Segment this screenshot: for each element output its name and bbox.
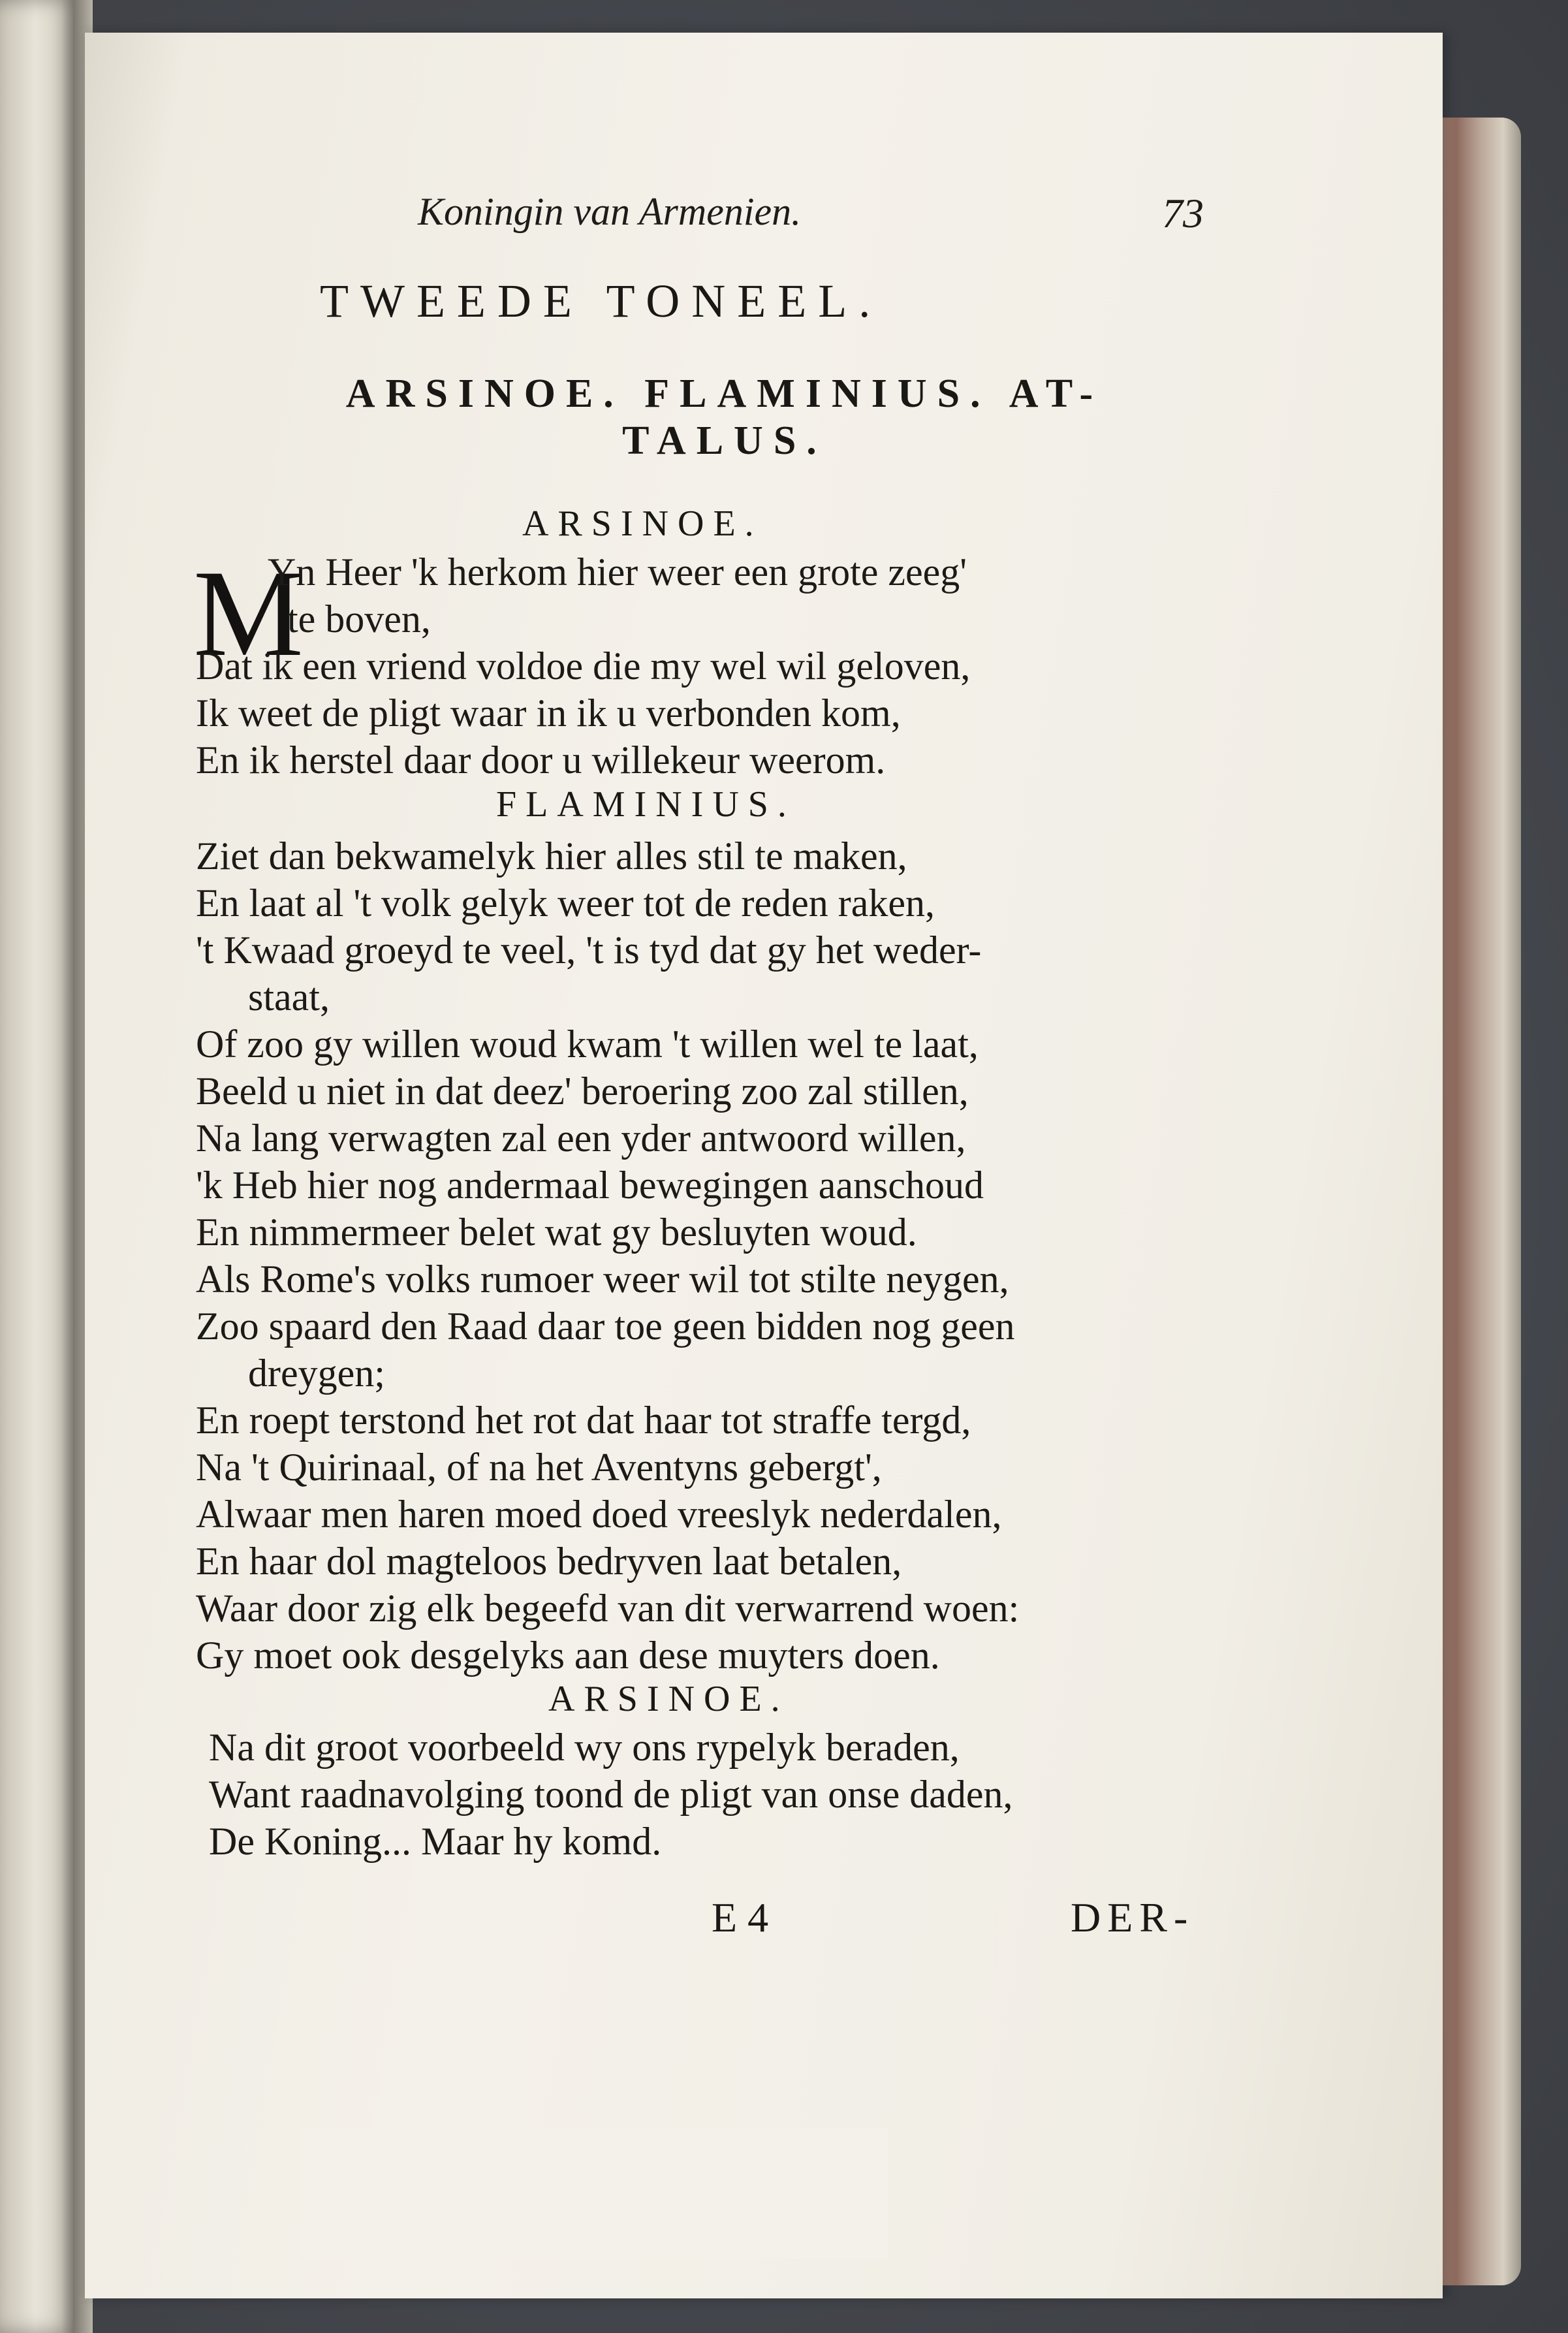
catchword: DER-: [1071, 1894, 1195, 1941]
signature-mark: E 4: [712, 1894, 769, 1941]
cast-line: ARSINOE. FLAMINIUS. AT-: [345, 372, 1104, 416]
speaker-name: ARSINOE.: [548, 1679, 789, 1719]
verse-line: En ik herstel daar door u willekeur weerom.: [196, 738, 886, 782]
verse-line: Na lang verwagten zal een yder antwoord willen,: [196, 1117, 966, 1160]
verse-line: Waar door zig elk begeefd van dit verwarrend woen:: [196, 1587, 1020, 1630]
verse-line: En laat al 't volk gelyk weer tot de reden raken,: [196, 881, 935, 925]
speech-arsinoe-2: [209, 1724, 1253, 1865]
verse-line: Alwaar men haren moed doed vreeslyk nederdalen,: [196, 1493, 1002, 1536]
verse-line: Beeld u niet in dat deez' beroering zoo zal stillen,: [196, 1070, 969, 1113]
verse-line: te boven,: [287, 597, 431, 641]
verse-line: Na dit groot voorbeeld wy ons rypelyk beraden,: [209, 1726, 960, 1769]
facing-page-edge: [0, 0, 77, 2333]
speaker-name: FLAMINIUS.: [496, 784, 796, 825]
scene-title: TWEEDE TONEEL.: [320, 275, 883, 327]
verse-line: Ik weet de pligt waar in ik u verbonden kom,: [196, 691, 901, 735]
verse-line: Gy moet ook desgelyks aan dese muyters doen.: [196, 1634, 940, 1677]
verse-line: Dat ik een vriend voldoe die my wel wil geloven,: [196, 644, 971, 688]
verse-line: Want raadnavolging toond de pligt van onse daden,: [209, 1773, 1013, 1816]
speech-flaminius: [196, 833, 1240, 1679]
verse-line: En roept terstond het rot dat haar tot straffe tergd,: [196, 1399, 971, 1442]
verse-line: Ziet dan bekwamelyk hier alles stil te maken,: [196, 834, 907, 878]
verse-line: Als Rome's volks rumoer weer wil tot stilte neygen,: [196, 1258, 1009, 1301]
verse-line: Zoo spaard den Raad daar toe geen bidden nog geen: [196, 1305, 1015, 1348]
drop-cap: M: [193, 545, 304, 682]
verse-line: Of zoo gy willen woud kwam 't willen wel te laat,: [196, 1023, 979, 1066]
blank-paper-area: [300, 2129, 888, 2259]
speaker-name: ARSINOE.: [522, 503, 763, 544]
verse-line: Yn Heer 'k herkom hier weer een grote zeeg': [268, 550, 967, 594]
cast-list: [189, 372, 1260, 466]
running-head: Koningin van Armenien.: [418, 190, 802, 233]
verse-line: 't Kwaad groeyd te veel, 't is tyd dat gy het weder-: [196, 928, 982, 972]
verse-line: Na 't Quirinaal, of na het Aventyns gebergt',: [196, 1446, 882, 1489]
verse-line: En haar dol magteloos bedryven laat betalen,: [196, 1540, 902, 1583]
verse-line: staat,: [248, 976, 330, 1019]
speech-arsinoe-1: [196, 548, 1240, 784]
verse-line: dreygen;: [248, 1352, 385, 1395]
verse-line: En nimmermeer belet wat gy besluyten woud.: [196, 1211, 917, 1254]
verse-line: 'k Heb hier nog andermaal bewegingen aanschoud: [196, 1164, 984, 1207]
page-number: 73: [1162, 190, 1204, 236]
cast-line: TALUS.: [622, 419, 827, 463]
verse-line: De Koning... Maar hy komd.: [209, 1820, 662, 1863]
